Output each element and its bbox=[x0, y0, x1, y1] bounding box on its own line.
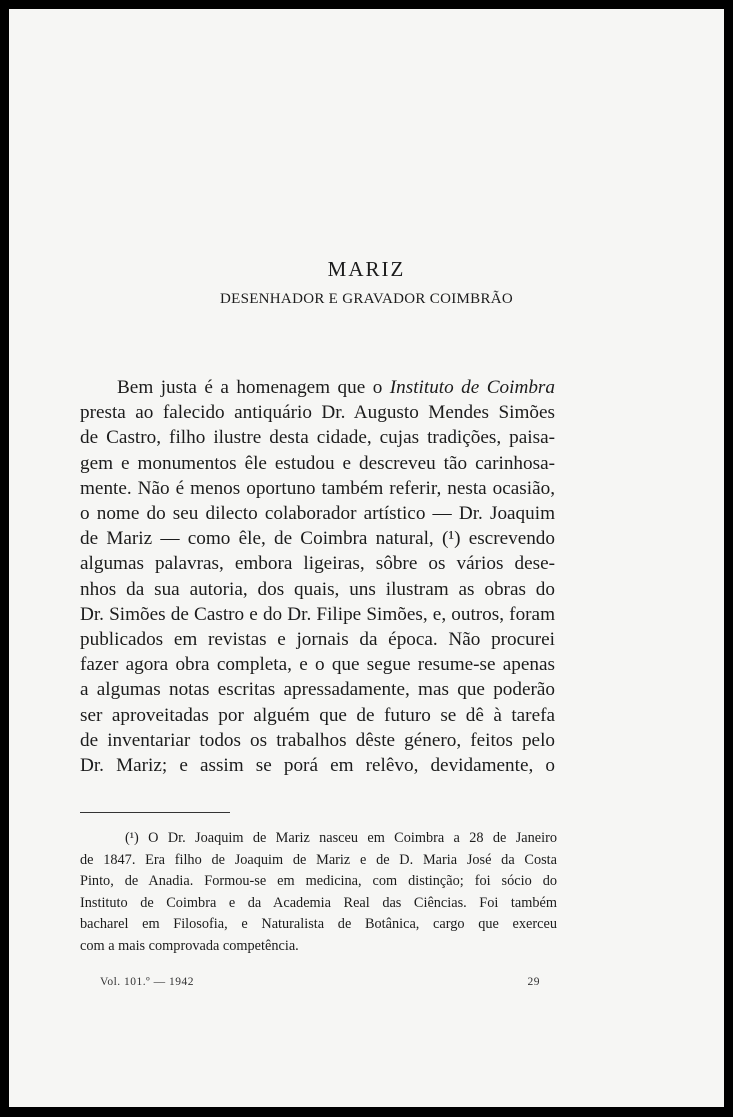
body-line: ser aproveitadas por alguém que de futuro se dê à tarefa bbox=[80, 704, 555, 726]
body-line: Dr. Simões de Castro e do Dr. Filipe Simões, e, outros, foram bbox=[80, 603, 555, 625]
footnote-divider bbox=[80, 812, 230, 813]
footnote-line: de 1847. Era filho de Joaquim de Mariz e de D. Maria José da Costa bbox=[80, 851, 557, 868]
body-line: de Castro, filho ilustre desta cidade, cujas tradições, paisa- bbox=[80, 427, 555, 449]
body-line: mente. Não é menos oportuno também referir, nesta ocasião, bbox=[80, 477, 555, 499]
italic-title-reference: Instituto de Coimbra bbox=[389, 377, 555, 398]
body-line: algumas palavras, embora ligeiras, sôbre os vários dese- bbox=[80, 553, 555, 575]
footnote-line: (¹) O Dr. Joaquim de Mariz nasceu em Coimbra a 28 de Janeiro bbox=[125, 830, 557, 846]
body-text bbox=[80, 375, 555, 778]
body-line: a algumas notas escritas apressadamente, mas que poderão bbox=[80, 679, 555, 701]
body-line: Dr. Mariz; e assim se porá em relêvo, devidamente, o bbox=[80, 755, 555, 777]
page-subtitle: DESENHADOR E GRAVADOR COIMBRÃO bbox=[219, 291, 514, 307]
volume-label: Vol. 101.º — 1942 bbox=[100, 976, 194, 988]
footnote-line: Pinto, de Anadia. Formou-se em medicina, com distinção; foi sócio do bbox=[80, 873, 557, 889]
footnote-line: bacharel em Filosofia, e Naturalista de Botânica, cargo que exerceu bbox=[80, 916, 557, 932]
body-line: de Mariz — como êle, de Coimbra natural, (¹) escrevendo bbox=[80, 528, 555, 550]
body-line: gem e monumentos êle estudou e descreveu tão carinhosa- bbox=[80, 452, 555, 474]
body-line: fazer agora obra completa, e o que segue resume-se apenas bbox=[80, 654, 555, 676]
body-line-start: Bem justa é a homenagem que o bbox=[117, 377, 390, 398]
document-page bbox=[9, 9, 724, 1107]
body-line: o nome do seu dilecto colaborador artístico — Dr. Joaquim bbox=[80, 503, 555, 525]
page-number: 29 bbox=[527, 976, 540, 988]
body-line: nhos da sua autoria, dos quais, uns ilustram as obras do bbox=[80, 578, 555, 600]
body-line bbox=[80, 375, 555, 400]
footnote-line: Instituto de Coimbra e da Academia Real das Ciências. Foi também bbox=[80, 894, 557, 911]
body-line: presta ao falecido antiquário Dr. Augusto Mendes Simões bbox=[80, 402, 555, 424]
body-line: publicados em revistas e jornais da época. Não procurei bbox=[80, 629, 555, 651]
page-title: MARIZ bbox=[327, 257, 406, 281]
body-line: de inventariar todos os trabalhos dêste género, feitos pelo bbox=[80, 729, 555, 751]
footnote bbox=[80, 828, 557, 957]
footnote-line: com a mais comprovada competência. bbox=[80, 937, 299, 954]
